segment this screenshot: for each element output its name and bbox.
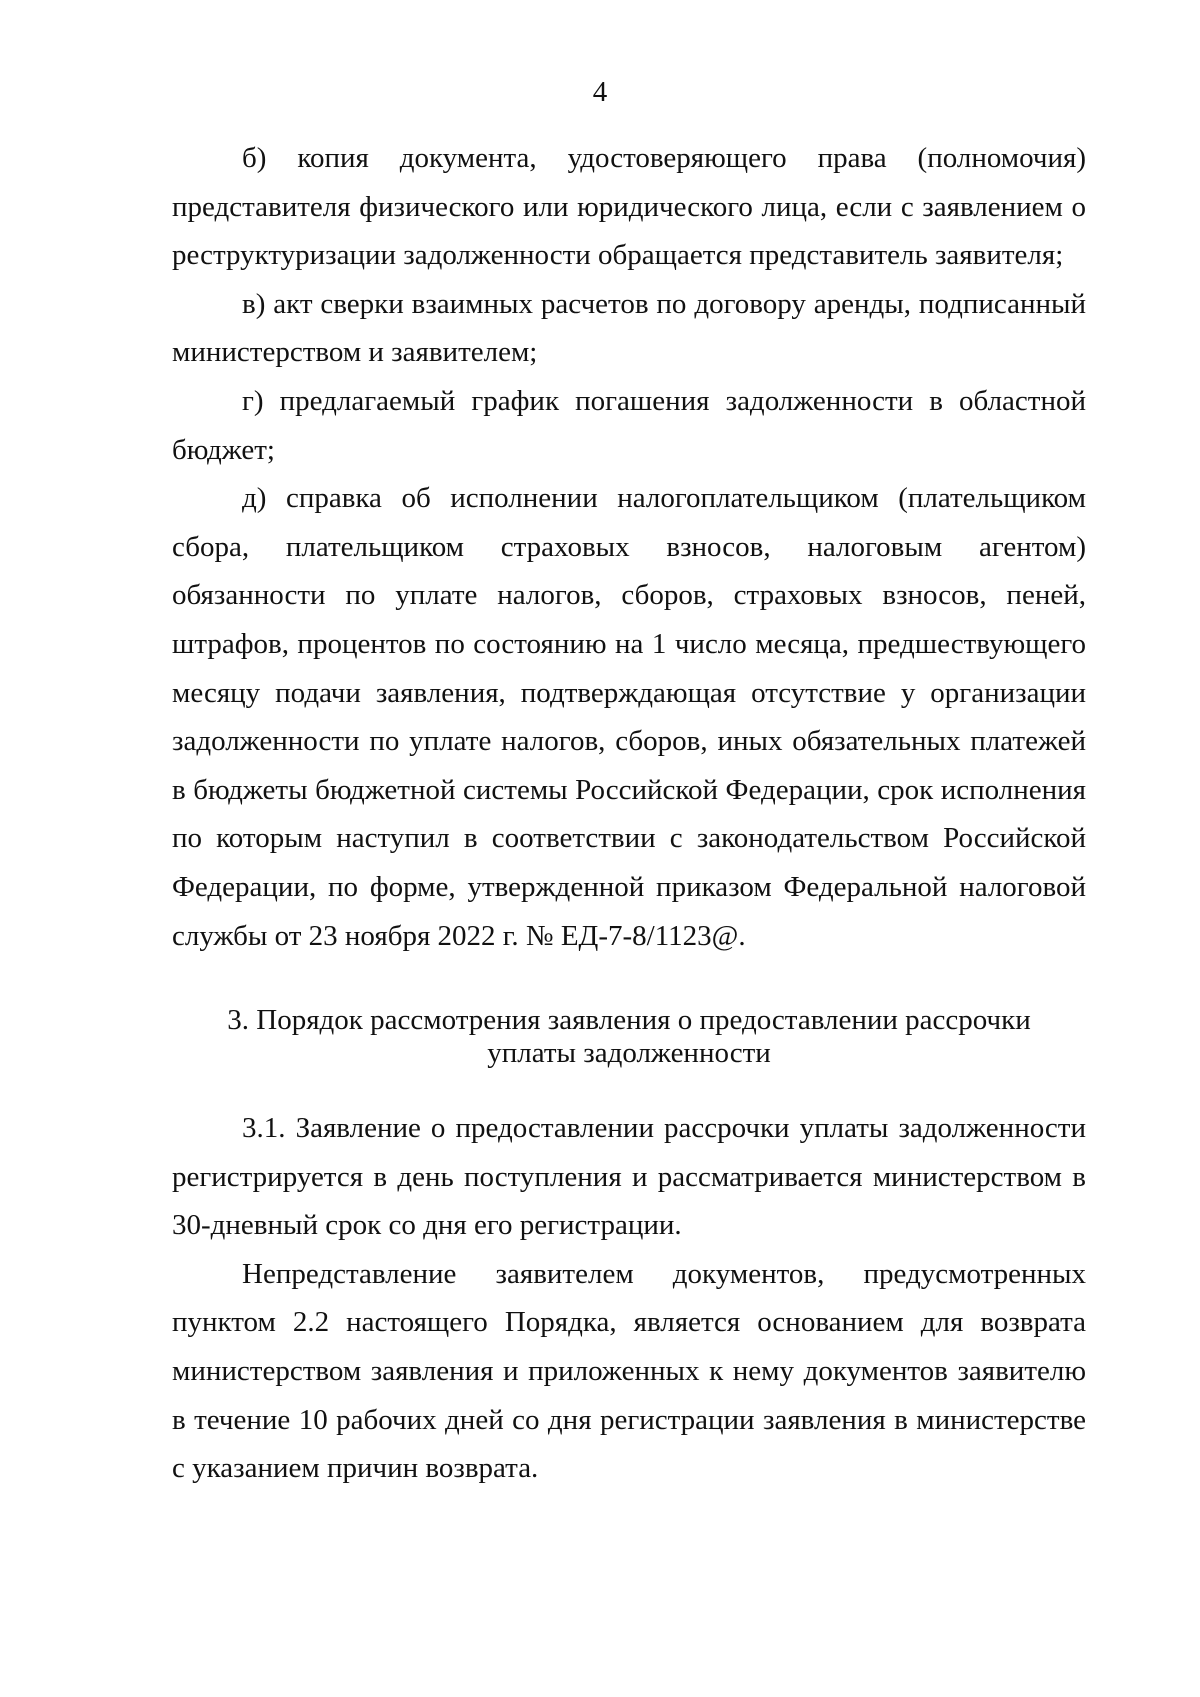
section-3-heading-line-1: 3. Порядок рассмотрения заявления о предоставлении рассрочки bbox=[227, 1004, 1031, 1037]
section-3-heading-line-2: уплаты задолженности bbox=[487, 1037, 771, 1070]
page-number: 4 bbox=[592, 76, 608, 108]
paragraph-3-1: 3.1. Заявление о предоставлении рассрочки уплаты задолженности регистрируется в день поступления и рассматривается министерством в 30-дневный срок со дня его регистрации. bbox=[172, 1112, 1086, 1242]
paragraph-item-d: д) справка об исполнении налогоплательщиком (плательщиком сбора, плательщиком страховых взносов, налоговым агентом) обязанности по уплате налогов, сборов, страховых взносов, пеней, штрафов, процентов по состоянию на 1 число месяца, предшествующего месяцу подачи заявления, подтверждающая отсутствие у организации задолженности по уплате налогов, сборов, иных обязательных платежей в бюджеты бюджетной системы Российской Федерации, срок исполнения по которым наступил в соответствии с законодательством Российской Федерации, по форме, утвержденной приказом Федеральной налоговой службы от 23 ноября 2022 г. № ЕД-7-8/1123@. bbox=[172, 482, 1086, 952]
section-3-heading bbox=[172, 1004, 1086, 1070]
document-body bbox=[172, 134, 1086, 1493]
paragraph-item-b: б) копия документа, удостоверяющего права (полномочия) представителя физического или юридического лица, если с заявлением о реструктуризации задолженности обращается представитель заявителя; bbox=[172, 142, 1086, 272]
paragraph-item-v: в) акт сверки взаимных расчетов по договору аренды, подписанный министерством и заявителем; bbox=[172, 287, 1086, 369]
paragraph-non-submission: Непредставление заявителем документов, предусмотренных пунктом 2.2 настоящего Порядка, является основанием для возврата министерством заявления и приложенных к нему документов заявителю в течение 10 рабочих дней со дня регистрации заявления в министерстве с указанием причин возврата. bbox=[172, 1257, 1086, 1485]
paragraph-item-g: г) предлагаемый график погашения задолженности в областной бюджет; bbox=[172, 384, 1086, 466]
